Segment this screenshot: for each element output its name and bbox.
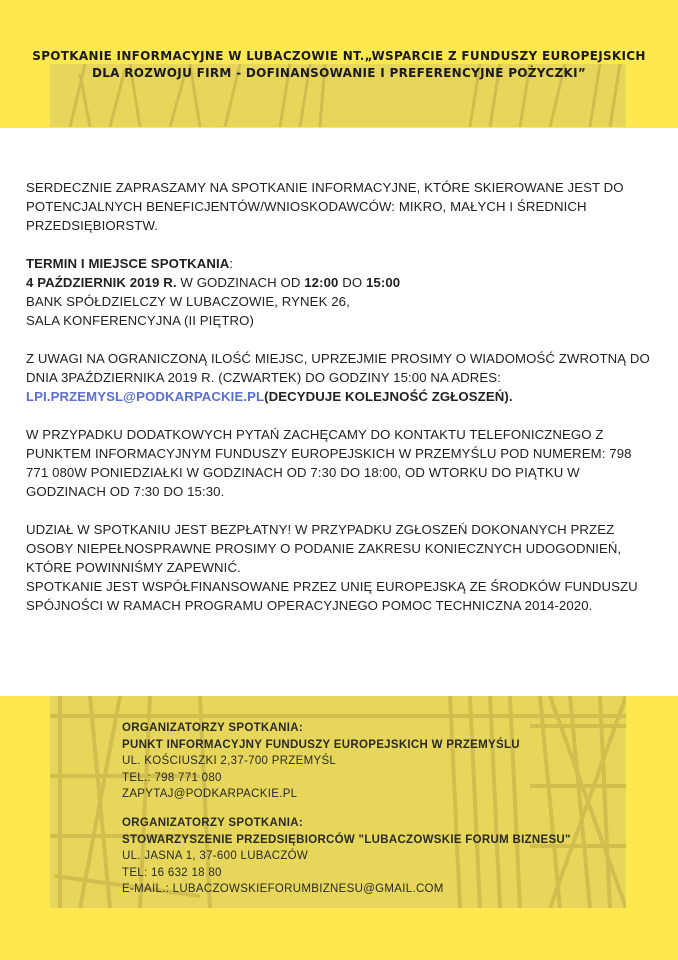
registration-note: (DECYDUJE KOLEJNOŚĆ ZGŁOSZEŃ) — [264, 389, 509, 404]
venue: BANK SPÓŁDZIELCZY W LUBACZOWIE, RYNEK 26, — [26, 294, 350, 309]
end-time: 15:00 — [365, 275, 401, 290]
registration-end: . — [508, 389, 513, 404]
registration-text: Z UWAGI NA OGRANICZONĄ ILOŚĆ MIEJSC, UPRZEJMIE PROSIMY O WIADOMOŚĆ ZWROTNĄ DO DNIA 3PAŹDZIERNIKA 2019 R. (CZWARTEK) DO GODZINY 15:00 NA ADRES: — [26, 351, 650, 385]
organizer-email[interactable]: E-MAIL.: LUBACZOWSKIEFORUMBIZNESU@GMAIL.COM — [122, 883, 444, 895]
room: SALA KONFERENCYJNA (II PIĘTRO) — [26, 313, 254, 328]
free-paragraph — [26, 520, 656, 615]
free-text: UDZIAŁ W SPOTKANIU JEST BEZPŁATNY! W PRZYPADKU ZGŁOSZEŃ DOKONANYCH PRZEZ OSOBY NIEPEŁNOSPRAWNE PROSIMY O PODANIE ZAKRESU KONIECZNYCH UDOGODNIEŃ, KTÓRE POWINNIŚMY ZAPEWNIĆ. — [26, 522, 622, 575]
organizer-phone: TEL: 16 632 18 80 — [122, 866, 222, 879]
organizer-name: STOWARZYSZENIE PRZEDSIĘBIORCÓW "LUBACZOWSKIE FORUM BIZNESU" — [122, 833, 571, 846]
organizer-heading: ORGANIZATORZY SPOTKANIA: — [122, 722, 303, 734]
start-time: 12:00 — [304, 275, 339, 290]
registration-paragraph — [26, 349, 656, 406]
organizer-block-1 — [122, 720, 520, 803]
main-content — [26, 178, 656, 634]
event-date: 4 PAŹDZIERNIK 2019 R. — [26, 275, 177, 290]
intro-paragraph: SERDECZNIE ZAPRASZAMY NA SPOTKANIE INFORMACYJNE, KTÓRE SKIEROWANE JEST DO POTENCJALNYCH BENEFICJENTÓW/WNIOSKODAWCÓW: MIKRO, MAŁYCH I ŚREDNICH PRZEDSIĘBIORSTW. — [26, 180, 624, 233]
contact-paragraph: W PRZYPADKU DODATKOWYCH PYTAŃ ZACHĘCAMY DO KONTAKTU TELEFONICZNEGO Z PUNKTEM INFORMACYJNYM FUNDUSZY EUROPEJSKICH W PRZEMYŚLU POD NUMEREM: 798 771 080W PONIEDZIAŁKI W GODZINACH OD 7:30 DO 18:00, OD WTORKU DO PIĄTKU W GODZINACH OD 7:30 DO 15:30. — [26, 427, 632, 499]
organizer-block-2 — [122, 815, 571, 898]
organizer-phone: TEL.: 798 771 080 — [122, 771, 222, 784]
hours-prefix: W GODZINACH OD — [176, 275, 305, 290]
registration-email-link[interactable]: LPI.PRZEMYSL@PODKARPACKIE.PL — [26, 389, 265, 404]
organizer-address: UL. JASNA 1, 37-600 LUBACZÓW — [122, 850, 309, 862]
schedule-heading-colon: : — [229, 256, 234, 271]
funding-text: SPOTKANIE JEST WSPÓŁFINANSOWANE PRZEZ UNIĘ EUROPEJSKĄ ZE ŚRODKÓW FUNDUSZU SPÓJNOŚCI W RAMACH PROGRAMU OPERACYJNEGO POMOC TECHNICZNA 2014-2020. — [26, 579, 638, 613]
hours-mid: DO — [338, 275, 366, 290]
organizer-heading: ORGANIZATORZY SPOTKANIA: — [122, 817, 303, 829]
organizer-address: UL. KOŚCIUSZKI 2,37-700 PRZEMYŚL — [122, 755, 337, 767]
organizer-name: PUNKT INFORMACYJNY FUNDUSZY EUROPEJSKICH W PRZEMYŚLU — [122, 738, 520, 751]
schedule-section — [26, 254, 656, 330]
schedule-heading: TERMIN I MIEJSCE SPOTKANIA — [26, 256, 230, 271]
organizer-email[interactable]: ZAPYTAJ@PODKARPACKIE.PL — [122, 788, 298, 800]
page-title: SPOTKANIE INFORMACYJNE W LUBACZOWIE NT.„WSPARCIE Z FUNDUSZY EUROPEJSKICH DLA ROZWOJU FIRM - DOFINANSOWANIE I PREFERENCYJNE POŻYCZKI” — [32, 49, 646, 80]
